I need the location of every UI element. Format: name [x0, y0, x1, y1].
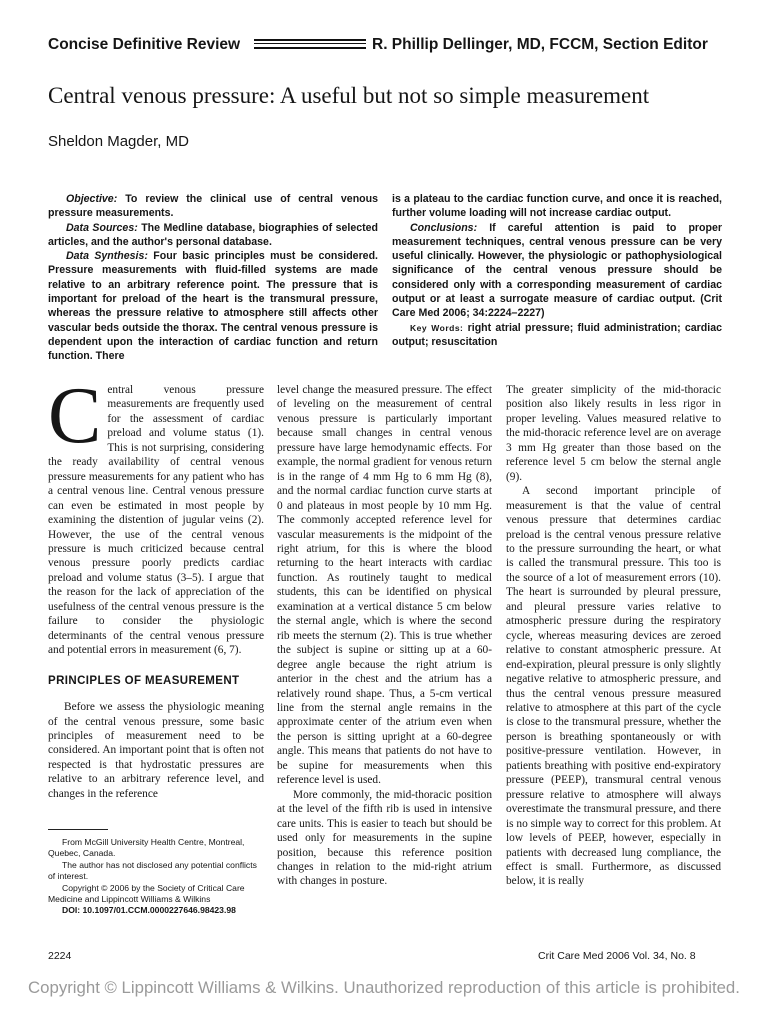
- body-column-2: [277, 383, 492, 889]
- author-name: Sheldon Magder, MD: [48, 133, 189, 150]
- synthesis-text: Four basic principles must be considered. Pressure measurements with fluid-filled systems are made relative to an arbitrary reference point. The pressure that is important for preload of the heart is the transmural pressure, whereas the pressure relative to atmosphere still affects other vascular beds outside the thorax. The central venous pressure is dependent upon the interaction of cardiac function and return function. There: [48, 250, 378, 363]
- section-editor: R. Phillip Dellinger, MD, FCCM, Section Editor: [372, 36, 708, 53]
- footnote-disclosure: The author has not disclosed any potential conflicts of interest.: [48, 859, 257, 882]
- abstract-data-sources: [48, 221, 378, 250]
- measurement-paragraph: Before we assess the physiologic meaning of the central venous pressure, some basic principles of measurement need to be considered. An important point that is often not respected is that hydrostatic pressures are relative to an arbitrary reference level, and changes in the reference: [48, 701, 264, 800]
- body-column-1: [48, 372, 264, 801]
- footnote: [48, 837, 264, 917]
- footnote-rule: [48, 829, 108, 830]
- transmural-paragraph: A second important principle of measurement is that the value of central venous pressure that determines cardiac preload is the central venous pressure relative to the pressure surrounding the heart, or what is called the transmural pressure. This too is the source of a lot of measurement errors (10). The heart is surrounded by pleural pressure, and pleural pressure varies relative to atmospheric pressure during the respiratory cycle, whereas measuring devices are zeroed relative to constant atmospheric pressure. At end-expiration, pleural pressure is only slightly negative relative to atmospheric pressure, and thus the central venous pressure measured relative to atmosphere at this part of the cycle is close to the transmural pressure, whether the person is breathing spontaneously or with positive-pressure ventilation. However, in patients breathing with positive end-expiratory pressure (PEEP), transmural central venous pressure relative to atmosphere will always overestimate the transmural pressure, and there is no simple way to correct for this problem. At low levels of PEEP, however, especially in patients with decreased lung compliance, the effect is small. Furthermore, as discussed below, it is really: [506, 485, 721, 888]
- footnote-doi: [48, 905, 264, 916]
- simplicity-paragraph: The greater simplicity of the mid-thoracic position also likely results in less rigor in proper leveling. Values measured relative to the mid-thoracic reference level are on average 3 mm Hg greater than those based on the reference level 5 cm below the sternal angle (9).: [506, 384, 721, 483]
- synthesis-label: Data Synthesis:: [66, 250, 148, 263]
- conclusions-text: If careful attention is paid to proper measurement techniques, central venous pressure can be very useful clinically. However, the physiologic or pathophysiological significance of the central venous pressure should be considered only with a corresponding measurement of cardiac output or at least a surrogate measure of cardiac output. (Crit Care Med 2006; 34:2224–2227): [392, 221, 722, 320]
- journal-reference: Crit Care Med 2006 Vol. 34, No. 8: [538, 950, 696, 962]
- objective-text: To review the clinical use of central venous pressure measurements.: [48, 193, 378, 220]
- body-column-3: [506, 383, 721, 889]
- section-heading: PRINCIPLES OF MEASUREMENT: [48, 674, 240, 687]
- abstract-conclusions: [392, 221, 722, 321]
- page-number: 2224: [48, 950, 72, 962]
- footnote-copyright: Copyright © 2006 by the Society of Critical Care Medicine and Lippincott Williams & Wilkins: [48, 882, 245, 905]
- conclusions-label: Conclusions:: [410, 221, 478, 234]
- doi-text: DOI: 10.1097/01.CCM.0000227646.98423.98: [62, 905, 236, 916]
- article-title: Central venous pressure: A useful but not so simple measurement: [48, 83, 650, 108]
- section-label: Concise Definitive Review: [48, 36, 241, 53]
- copyright-notice: Copyright © Lippincott Williams & Wilkins. Unauthorized reproduction of this article is prohibited.: [28, 978, 740, 997]
- abstract-objective: [48, 192, 378, 221]
- midthoracic-paragraph: More commonly, the mid-thoracic position at the level of the fifth rib is used in intensive care units. This is easier to teach but should be used only for measurements in the supine position, because this reference position changes in relation to the mid-right atrium with changes in posture.: [277, 788, 492, 888]
- intro-text: entral venous pressure measurements are frequently used for the assessment of cardiac preload and volume status (1). This is not surprising, considering the ready availability of central venous pressure measurements for any patient who has a central venous line. Central venous pressure can even be estimated in most people by examining the distention of jugular veins (2). However, the use of the central venous pressure is much criticized because central venous pressure poorly predicts cardiac preload and volume status (3–5). I argue that the reason for the lack of appreciation of the usefulness of the central venous pressure is the failure to consider the physiologic determinants of the central venous pressure and potential errors in measurement (6, 7).: [48, 384, 264, 657]
- abstract-data-synthesis-cont: is a plateau to the cardiac function curve, and once it is reached, further volume loading will not increase cardiac output.: [392, 193, 722, 220]
- drop-cap: C: [48, 372, 102, 460]
- header-rule: [254, 39, 366, 49]
- footnote-affiliation: From McGill University Health Centre, Montreal, Quebec, Canada.: [48, 837, 245, 859]
- keywords-text: right atrial pressure; fluid administration; cardiac output; resuscitation: [392, 321, 722, 348]
- intro-paragraph: [48, 372, 264, 658]
- sources-label: Data Sources:: [66, 221, 138, 234]
- objective-label: Objective:: [66, 193, 118, 205]
- leveling-paragraph: level change the measured pressure. The effect of leveling on the measurement of central venous pressure is particularly important because small changes in central venous pressure have large hemodynamic effects. For example, the normal gradient for venous return is in the range of 4 mm Hg to 6 mm Hg (8), and the normal cardiac function curve starts at 0 and plateaus in most people by 10 mm Hg. The commonly accepted reference level for vascular measurements is the midpoint of the right atrium, for this is where the blood returning to the heart interacts with cardiac function. As routinely taught to medical students, this can be identified on physical examination at a vertical distance 5 cm below the sternal angle, which is where the second rib meets the sternum (2). This is true whether the subject is supine or sitting up at a 60-degree angle because the right atrium is anterior in the chest and the atrium has a relatively round shape. Thus, a 5-cm vertical line from the sternal angle remains in the approximate center of the atrium even when the person is sitting upright at a 60-degree angle. This means that patients do not have to be supine for measurements when this reference level is used.: [277, 384, 492, 787]
- abstract-right-column: [392, 192, 722, 349]
- abstract-data-synthesis: [48, 249, 378, 363]
- keywords-label: Key Words:: [410, 322, 464, 333]
- abstract-keywords: [392, 321, 722, 350]
- abstract-left-column: [48, 192, 378, 364]
- sources-text: The Medline database, biographies of selected articles, and the author's personal database.: [48, 221, 378, 248]
